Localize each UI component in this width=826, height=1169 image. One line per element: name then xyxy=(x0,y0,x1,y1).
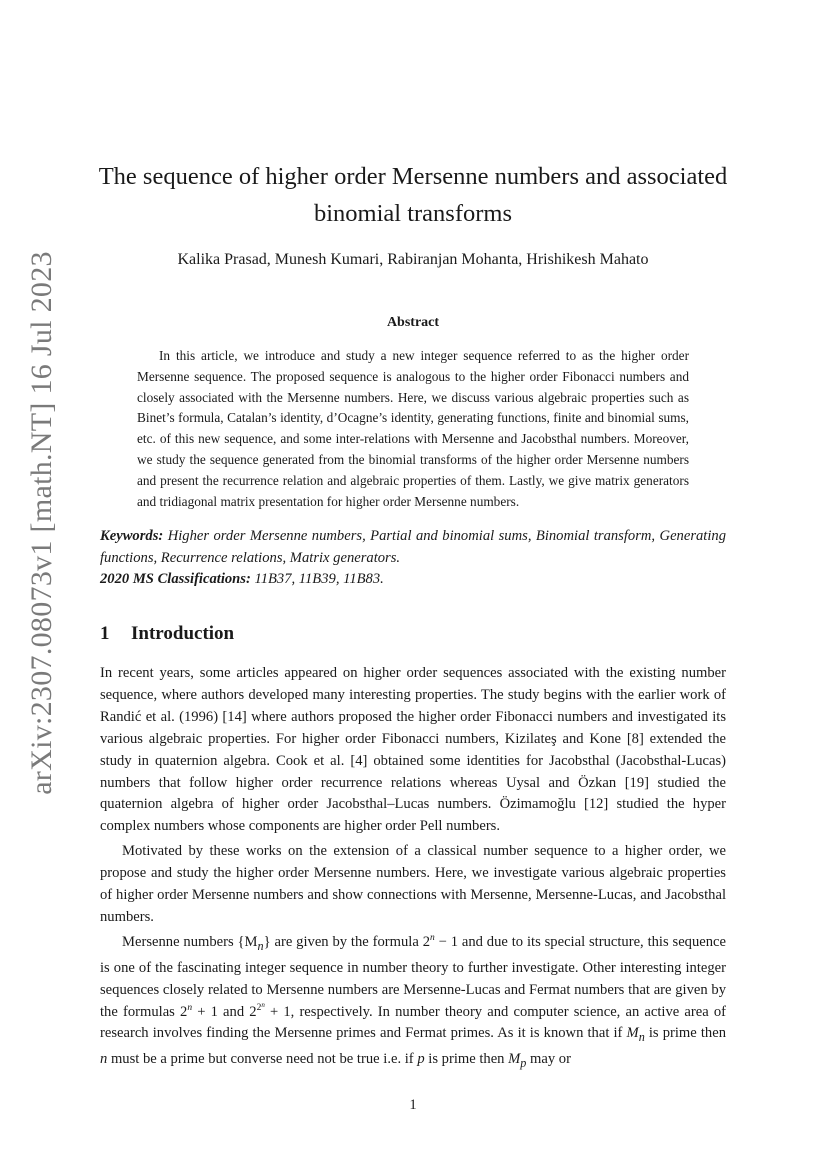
paragraph-2: Motivated by these works on the extension of a classical number sequence to a higher order, we propose and study the higher order Mersenne numbers. Here, we investigate various algebraic properties of higher order Mersenne numbers and show connections with Mersenne, Mersenne-Lucas, and Jacobsthal numbers. xyxy=(100,843,726,925)
arxiv-identifier: arXiv:2307.08073v1 [math.NT] 16 Jul 2023 xyxy=(25,251,59,795)
math-m-p: $M_p$ xyxy=(508,1051,527,1071)
section-heading-introduction xyxy=(100,623,234,645)
keywords-block xyxy=(100,526,726,591)
keywords-text: Higher order Mersenne numbers, Partial and binomial sums, Binomial transform, Generating functions, Recurrence relations, Matrix generators. xyxy=(100,528,726,566)
paragraph-3: Mersenne numbers $\{M_n\}$ are given by the formula $2^n - 1$ and due to its special structure, this sequence is one of the fascinating integer sequence in number theory to further investigate. Other interesting integer sequences closely related to Mersenne numbers are Mersenne-Lucas and Fermat numbers that are given by the formulas $2^n + 1$ and $2^{2^n} + 1$, respectively. In number theory and computer science, an active area of research involves finding the Mersenne primes and Fermat primes. As it is known that if $M_n$ is prime then n must be a prime but converse need not be true i.e. if p is prime then $M_p$ may or xyxy=(100,932,727,1071)
math-m-n: $M_n$ xyxy=(626,1025,645,1045)
arxiv-stamp xyxy=(20,251,64,795)
page-number: 1 xyxy=(409,1097,417,1113)
math-mersenne-lucas-formula: $2^n + 1$ xyxy=(180,1002,218,1020)
math-mersenne-formula: $2^n - 1$ xyxy=(422,932,458,950)
introduction-body xyxy=(100,663,726,1078)
math-mersenne-set: $\{M_n\}$ xyxy=(237,933,271,953)
paper-title xyxy=(90,158,736,232)
msc-label: 2020 MS Classifications: xyxy=(100,571,251,587)
keywords-label: Keywords: xyxy=(100,528,164,544)
msc-codes: 11B37, 11B39, 11B83. xyxy=(254,571,384,587)
title-line-1: The sequence of higher order Mersenne numbers and associated xyxy=(98,163,728,190)
math-fermat-formula: $2^{2^n} + 1$ xyxy=(249,1000,291,1020)
abstract-heading: Abstract xyxy=(386,315,440,330)
title-line-2: binomial transforms xyxy=(313,200,512,227)
paragraph-1: In recent years, some articles appeared on higher order sequences associated with the existing number sequence, where authors developed many interesting properties. The study begins with the earlier work of Randić et al. (1996) [14] where authors proposed the higher order Fibonacci numbers and investigated its various algebraic properties. For higher order Fibonacci numbers, Kizilateş and Kone [8] extended the study in quaternion algebra. Cook et al. [4] obtained some identities for Jacobsthal (Jacobsthal-Lucas) numbers that follow higher order recurrence relations whereas Uysal and Özkan [19] studied the quaternion algebra of higher order Jacobsthal–Lucas numbers. Özimamoğlu [12] studied the hyper complex numbers whose components are higher order Pell numbers. xyxy=(100,665,726,835)
math-p: p xyxy=(417,1051,425,1068)
section-title: Introduction xyxy=(131,623,235,644)
author-list: Kalika Prasad, Munesh Kumari, Rabiranjan Mohanta, Hrishikesh Mahato xyxy=(177,251,649,268)
section-number: 1 xyxy=(100,623,110,644)
abstract-text: In this article, we introduce and study a new integer sequence referred to as the higher order Mersenne sequence. The proposed sequence is analogous to the higher order Fibonacci numbers and closely associated with the Mersenne numbers. Here, we discuss various algebraic properties such as Binet’s formula, Catalan’s identity, d’Ocagne’s identity, generating functions, finite and binomial sums, etc. of this new sequence, and some inter-relations with Mersenne and Jacobsthal numbers. Moreover, we study the sequence generated from the binomial transforms of the higher order Mersenne numbers and present the recurrence relation and algebraic properties of them. Lastly, we give matrix generators and tridiagonal matrix presentation for higher order Mersenne numbers. xyxy=(137,348,689,509)
math-n: n xyxy=(100,1051,108,1068)
